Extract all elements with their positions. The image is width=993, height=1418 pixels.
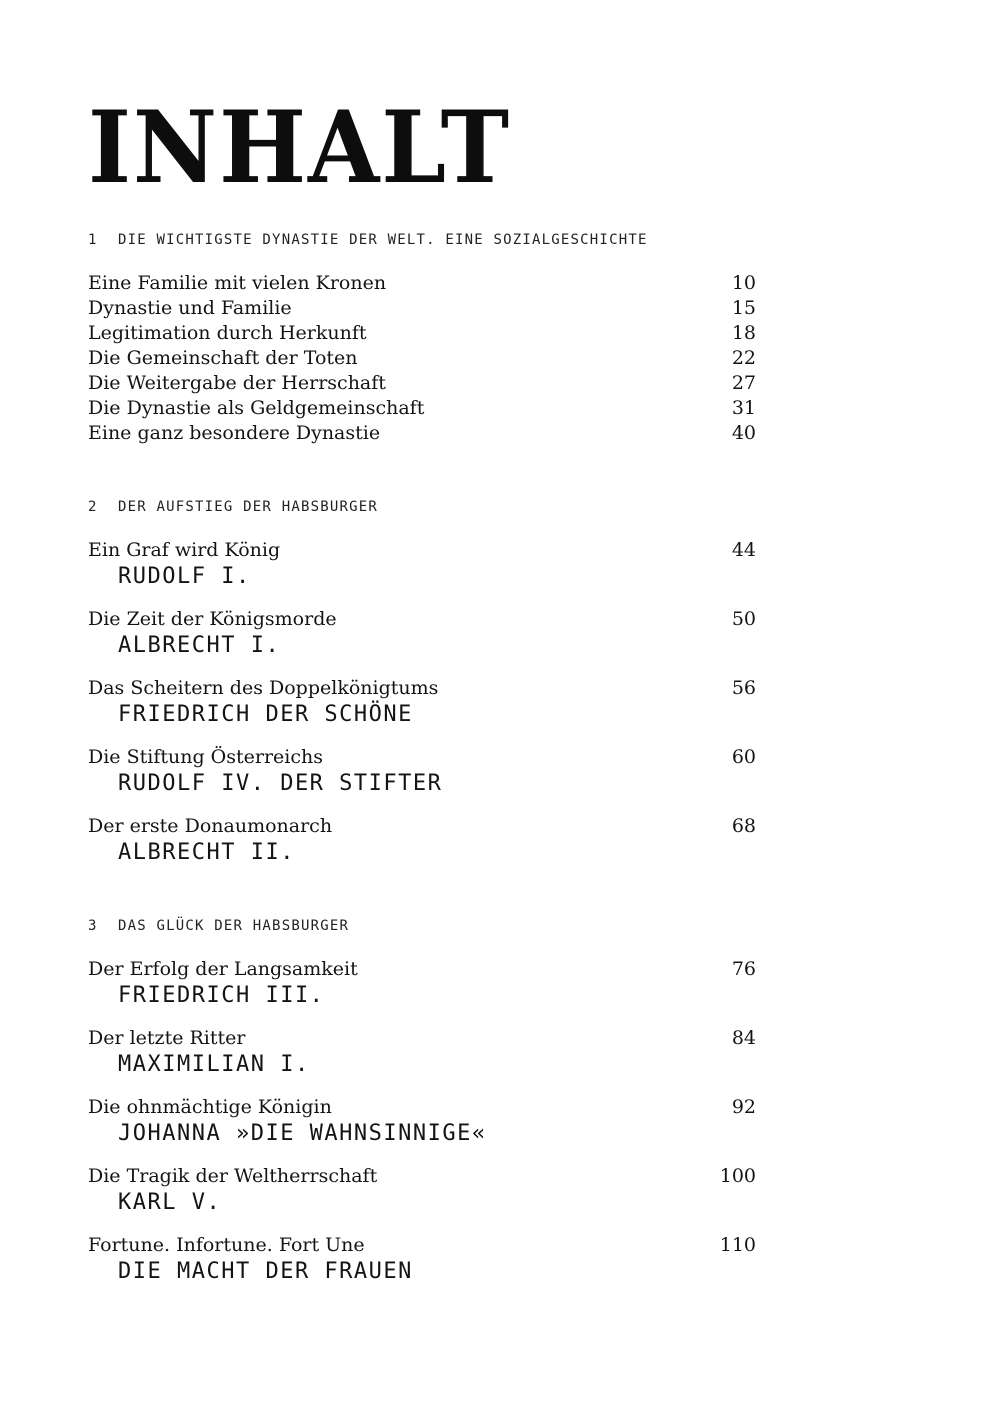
toc-entry — [88, 346, 756, 371]
entry-page: 50 — [731, 608, 756, 630]
entry-title: Legitimation durch Herkunft — [88, 322, 367, 344]
toc-entry — [88, 396, 756, 421]
section-number: 1 — [88, 232, 98, 248]
toc-entry — [88, 1164, 756, 1233]
toc-entry — [88, 676, 756, 745]
entry-page: 60 — [731, 746, 756, 768]
entry-page: 10 — [731, 272, 756, 294]
entry-title: Dynastie und Familie — [88, 297, 292, 319]
entry-page: 92 — [731, 1096, 756, 1118]
section-title: DER AUFSTIEG DER HABSBURGER — [118, 499, 378, 515]
entry-page: 56 — [731, 677, 756, 699]
toc-entry — [88, 271, 756, 296]
toc-entry — [88, 957, 756, 1026]
entry-page: 31 — [731, 397, 756, 419]
entry-page: 18 — [731, 322, 756, 344]
entry-page: 100 — [719, 1165, 756, 1187]
toc-entry — [88, 296, 756, 321]
entry-title: Der letzte Ritter — [88, 1027, 246, 1049]
entry-title: Die Zeit der Königsmorde — [88, 608, 337, 630]
entry-title: Die Stiftung Österreichs — [88, 746, 323, 768]
entry-ruler: JOHANNA »DIE WAHNSINNIGE« — [118, 1121, 487, 1146]
entry-page: 44 — [731, 539, 756, 561]
section-heading — [88, 231, 756, 249]
entry-ruler: RUDOLF I. — [118, 564, 251, 589]
entry-page: 15 — [731, 297, 756, 319]
toc-entry — [88, 745, 756, 814]
entry-title: Die Gemeinschaft der Toten — [88, 347, 358, 369]
toc-entry — [88, 538, 756, 607]
entry-title: Die Dynastie als Geldgemeinschaft — [88, 397, 425, 419]
toc-section-1 — [88, 231, 756, 446]
section-title: DIE WICHTIGSTE DYNASTIE DER WELT. EINE SOZIALGESCHICHTE — [118, 232, 648, 248]
section-heading — [88, 498, 756, 516]
toc-entry — [88, 1233, 756, 1302]
section-number: 3 — [88, 918, 98, 934]
entry-ruler: FRIEDRICH III. — [118, 983, 325, 1008]
entry-ruler: ALBRECHT I. — [118, 633, 281, 658]
toc-entry — [88, 421, 756, 446]
page-title: INHALT — [88, 89, 512, 206]
entry-title: Die Tragik der Weltherrschaft — [88, 1165, 378, 1187]
entry-page: 27 — [731, 372, 756, 394]
entry-ruler: ALBRECHT II. — [118, 840, 295, 865]
entry-title: Die Weitergabe der Herrschaft — [88, 372, 386, 394]
toc-entry — [88, 1026, 756, 1095]
entry-page: 68 — [731, 815, 756, 837]
entry-title: Die ohnmächtige Königin — [88, 1096, 332, 1118]
entry-ruler: RUDOLF IV. DER STIFTER — [118, 771, 443, 796]
entry-title: Ein Graf wird König — [88, 539, 281, 561]
toc-section-3 — [88, 917, 756, 1302]
entry-ruler: KARL V. — [118, 1190, 222, 1215]
entry-page: 76 — [731, 958, 756, 980]
entry-ruler: MAXIMILIAN I. — [118, 1052, 310, 1077]
entry-ruler: FRIEDRICH DER SCHÖNE — [118, 702, 413, 727]
entry-title: Eine ganz besondere Dynastie — [88, 422, 381, 444]
entry-ruler: DIE MACHT DER FRAUEN — [118, 1259, 413, 1284]
toc-entry — [88, 371, 756, 396]
toc-entry — [88, 321, 756, 346]
section-heading — [88, 917, 756, 935]
toc-section-2 — [88, 498, 756, 883]
entry-title: Der erste Donaumonarch — [88, 815, 333, 837]
entry-title: Das Scheitern des Doppelkönigtums — [88, 677, 439, 699]
toc-entry — [88, 1095, 756, 1164]
entry-title: Eine Familie mit vielen Kronen — [88, 272, 387, 294]
section-title: DAS GLÜCK DER HABSBURGER — [118, 918, 350, 934]
section-number: 2 — [88, 499, 98, 515]
entry-page: 40 — [731, 422, 756, 444]
entry-title: Der Erfolg der Langsamkeit — [88, 958, 358, 980]
toc-entry — [88, 814, 756, 883]
entry-page: 84 — [731, 1027, 756, 1049]
entry-title: Fortune. Infortune. Fort Une — [88, 1234, 365, 1256]
toc-entry — [88, 607, 756, 676]
entry-page: 22 — [731, 347, 756, 369]
entry-page: 110 — [719, 1234, 756, 1256]
